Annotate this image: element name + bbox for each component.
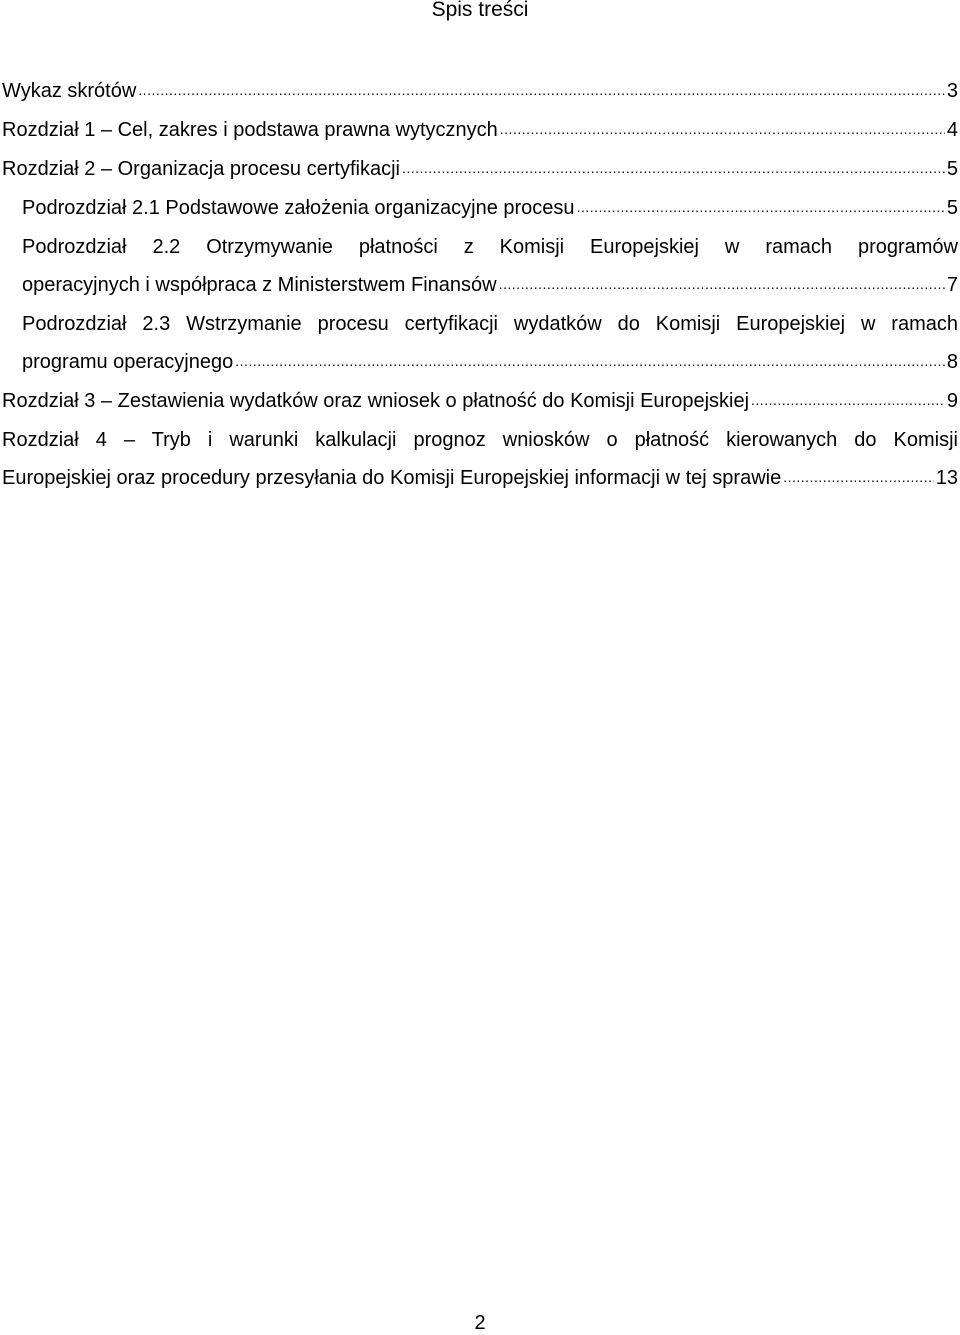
toc-entry-title: Rozdział 3 – Zestawienia wydatków oraz wniosek o płatność do Komisji Europejskiej: [2, 390, 750, 412]
toc-entry-title-line-1: Podrozdział 2.3 Wstrzymanie procesu certyfikacji wydatków do Komisji Europejskiej w ramach: [22, 313, 958, 335]
toc-entry-page: 9: [946, 390, 958, 412]
toc-entry-page: 3: [946, 80, 958, 102]
toc-entry-title: Rozdział 2 – Organizacja procesu certyfikacji: [2, 158, 400, 180]
toc-entry-page: 5: [946, 158, 958, 180]
toc-line: [22, 195, 958, 222]
dot-leader: [577, 193, 945, 220]
dot-leader: [235, 347, 945, 374]
toc-entry-wykaz-skrotow[interactable]: [2, 78, 958, 105]
toc-entry-podrozdzial-2-3[interactable]: [2, 311, 958, 376]
dot-leader: [138, 76, 945, 103]
page-title: Spis treści: [431, 0, 529, 21]
toc-entry-page: 13: [935, 467, 958, 489]
toc-line: [2, 156, 958, 183]
toc-entry-page: 5: [946, 197, 958, 219]
dot-leader: [499, 270, 945, 297]
toc-entry-title: Rozdział 1 – Cel, zakres i podstawa prawna wytycznych: [2, 119, 498, 141]
toc-entry-title-line-2: operacyjnych i współpraca z Ministerstwem Finansów: [22, 274, 497, 296]
toc-line: [2, 78, 958, 105]
toc-entry-rozdzial-1[interactable]: [2, 117, 958, 144]
toc-entry-title: Wykaz skrótów: [2, 80, 137, 102]
toc-entry-page: 4: [946, 119, 958, 141]
page-number: 2: [474, 1312, 486, 1334]
toc-entry-title-line-1: Rozdział 4 – Tryb i warunki kalkulacji prognoz wniosków o płatność kierowanych do Komisji: [2, 429, 958, 451]
toc-entry-title-line-1: Podrozdział 2.2 Otrzymywanie płatności z Komisji Europejskiej w ramach programów: [22, 236, 958, 258]
toc-entry-rozdzial-4[interactable]: [2, 427, 958, 492]
toc-entry-rozdzial-3[interactable]: [2, 388, 958, 415]
toc-entry-title-line-2: Europejskiej oraz procedury przesyłania do Komisji Europejskiej informacji w tej sprawie: [2, 467, 782, 489]
toc-line: [2, 465, 958, 492]
toc-line: [2, 117, 958, 144]
toc-line: [22, 272, 958, 299]
toc-line: [2, 388, 958, 415]
dot-leader: [402, 154, 945, 181]
toc-entry-title-line-2: programu operacyjnego: [22, 351, 234, 373]
toc-entry-podrozdzial-2-2[interactable]: [2, 234, 958, 299]
toc-entry-title: Podrozdział 2.1 Podstawowe założenia organizacyjne procesu: [22, 197, 575, 219]
toc-line: [22, 349, 958, 376]
toc-entry-page: 8: [946, 351, 958, 373]
table-of-contents: [2, 78, 958, 504]
dot-leader: [500, 115, 945, 142]
toc-entry-page: 7: [946, 274, 958, 296]
dot-leader: [783, 463, 934, 490]
toc-entry-rozdzial-2[interactable]: [2, 156, 958, 183]
dot-leader: [751, 386, 945, 413]
toc-entry-podrozdzial-2-1[interactable]: [2, 195, 958, 222]
